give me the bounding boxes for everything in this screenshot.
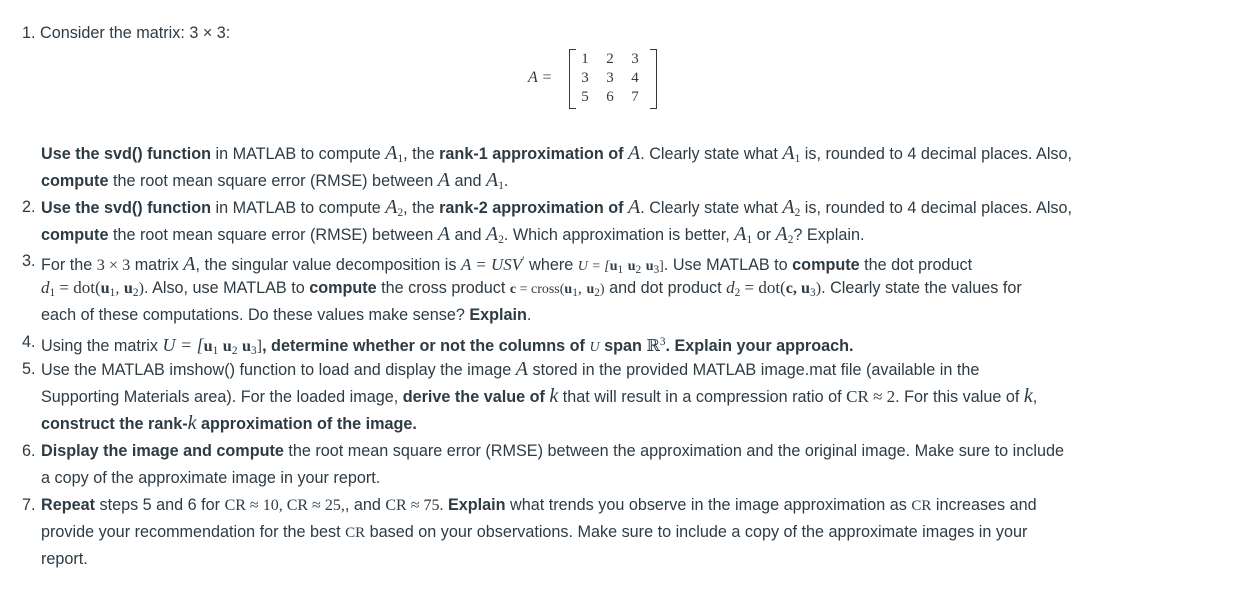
text: . xyxy=(526,306,532,324)
math: 2 xyxy=(498,233,504,246)
item-4-number: 4. xyxy=(22,333,36,351)
math: ) xyxy=(599,282,605,297)
text: the root mean square error (RMSE) between xyxy=(108,172,438,190)
math: d xyxy=(726,278,735,297)
text: increases and xyxy=(931,496,1037,514)
math: A xyxy=(628,142,641,164)
text: in MATLAB to compute xyxy=(210,199,386,217)
math: 3 xyxy=(659,336,666,348)
text: steps 5 and 6 for xyxy=(94,496,225,514)
item-6-number: 6. xyxy=(22,442,36,460)
math: A xyxy=(385,142,398,164)
item-1-line-1 xyxy=(41,142,1072,170)
text: Supporting Materials area). For the loaded image, xyxy=(41,388,403,406)
emphasis: Explain xyxy=(447,496,506,514)
item-2-line-1 xyxy=(41,196,1072,224)
math: u xyxy=(123,279,133,297)
math: 2 xyxy=(635,264,642,277)
matrix-cell: 6 xyxy=(606,89,614,105)
text: the root mean square error (RMSE) between xyxy=(108,226,438,244)
emphasis: span xyxy=(599,337,647,356)
matrix-cell: 3 xyxy=(581,70,589,86)
math: 3 xyxy=(810,286,816,299)
text: the cross product xyxy=(376,279,510,297)
text: the root mean square error (RMSE) between the approximation and the original image. Make sure to include xyxy=(283,442,1064,460)
text: is, rounded to 4 decimal places. Also, xyxy=(800,199,1073,217)
text: that will result in a compression ratio of xyxy=(558,388,847,406)
text: . xyxy=(640,199,645,217)
math: ] xyxy=(659,259,664,275)
text: , the singular value decomposition is xyxy=(195,256,461,275)
math: U = [ xyxy=(162,335,204,356)
intro-text: 1. Consider the matrix: 3 × 3: xyxy=(22,24,231,42)
item-2-line-2 xyxy=(41,223,864,251)
matrix-lhs: A = xyxy=(528,69,553,86)
text: the dot product xyxy=(859,256,973,275)
math: k xyxy=(187,412,197,434)
math: u xyxy=(801,279,811,297)
text: and xyxy=(449,172,486,190)
math: 2 xyxy=(594,286,600,299)
emphasis: Repeat xyxy=(41,496,95,514)
math: U xyxy=(589,340,600,356)
text: For the xyxy=(41,256,97,275)
item-5-line-2 xyxy=(41,385,1037,408)
math: c, xyxy=(785,279,802,297)
text: in MATLAB to compute xyxy=(210,145,386,163)
math: 3 × 3 xyxy=(96,256,131,275)
text: a copy of the approximate image in your report. xyxy=(41,469,381,487)
math: k xyxy=(549,385,559,407)
math: u xyxy=(203,337,213,356)
text: , the xyxy=(403,145,440,163)
math: CR xyxy=(911,498,932,514)
math: 3 xyxy=(653,264,660,277)
emphasis: approximation of the image. xyxy=(196,415,417,433)
matrix-cell: 1 xyxy=(581,51,589,67)
math: A xyxy=(437,169,450,191)
math: 2 xyxy=(734,286,741,299)
math: A xyxy=(515,358,528,380)
math: A xyxy=(486,169,499,191)
text: . xyxy=(503,172,509,190)
matrix-right-bracket xyxy=(650,49,657,109)
math: = cross( xyxy=(516,282,565,297)
emphasis: Use the svd() function xyxy=(41,145,211,163)
text: Use the MATLAB imshow() function to load and display the image xyxy=(41,361,516,379)
emphasis: compute xyxy=(792,256,860,275)
math: u xyxy=(609,259,618,275)
text: , xyxy=(1032,388,1038,406)
text: or xyxy=(752,226,776,244)
math: ′ xyxy=(522,255,525,267)
item-5-line-1 xyxy=(41,358,979,381)
item-6-line-2 xyxy=(41,467,380,489)
math: k xyxy=(1023,385,1033,407)
emphasis: . Explain your approach. xyxy=(665,337,854,356)
math: , xyxy=(577,279,582,297)
math: 1 xyxy=(498,179,504,192)
emphasis: , determine whether or not the columns of xyxy=(262,337,590,356)
text: stored in the provided MATLAB image.mat file (available in the xyxy=(527,361,980,379)
text: . Which approximation is better, xyxy=(503,226,735,244)
matrix-cell: 5 xyxy=(581,89,589,105)
emphasis: Explain xyxy=(469,306,527,324)
matrix-cell: 3 xyxy=(606,70,614,86)
text: based on your observations. Make sure to include a copy of the approximate images in your xyxy=(365,523,1028,541)
math: d xyxy=(41,278,50,297)
text: , and xyxy=(344,496,386,514)
text: matrix xyxy=(130,256,184,275)
math: 1 xyxy=(572,286,578,299)
math: c xyxy=(509,282,517,297)
item-6-line-1 xyxy=(41,440,1064,462)
math: u xyxy=(586,282,595,297)
math: A xyxy=(782,142,795,164)
math: CR xyxy=(345,525,366,541)
math: 1 xyxy=(746,233,753,246)
math: 2 xyxy=(132,286,139,299)
emphasis: compute xyxy=(309,279,377,297)
intro-line xyxy=(22,22,230,44)
item-7-line-3 xyxy=(41,548,88,570)
math: u xyxy=(627,259,636,275)
math: 2 xyxy=(794,206,801,219)
item-5-number: 5. xyxy=(22,360,36,378)
math: CR ≈ 75. xyxy=(385,497,444,514)
math: ] xyxy=(256,337,263,356)
emphasis: compute xyxy=(41,226,109,244)
math: CR ≈ 10, CR ≈ 25, xyxy=(224,497,345,514)
text: report. xyxy=(41,550,88,568)
matrix-cell: 7 xyxy=(631,89,639,105)
math: ) xyxy=(815,279,822,297)
math: U = [ xyxy=(577,259,610,275)
math: A xyxy=(782,196,795,218)
math: 2 xyxy=(787,233,794,246)
math: A xyxy=(775,223,788,245)
text: and dot product xyxy=(604,279,727,297)
text: what trends you observe in the image approximation as xyxy=(505,496,912,514)
emphasis: compute xyxy=(41,172,109,190)
text: , the xyxy=(403,199,440,217)
matrix-left-bracket xyxy=(569,49,576,109)
emphasis: derive the value of xyxy=(402,388,545,406)
emphasis: rank-2 approximation of xyxy=(439,199,624,217)
text: Clearly state what xyxy=(644,199,783,217)
math: A xyxy=(628,196,641,218)
math: A xyxy=(734,223,747,245)
math: A = USV xyxy=(460,255,523,275)
math: 1 xyxy=(109,286,116,299)
text: each of these computations. Do these values make sense? xyxy=(41,306,470,324)
item-3-line-2 xyxy=(41,277,1022,304)
item-2-number: 2. xyxy=(22,198,36,216)
item-5-line-3 xyxy=(41,412,417,435)
math: A xyxy=(437,223,450,245)
text: ? Explain. xyxy=(793,226,865,244)
math: ℝ xyxy=(646,337,660,356)
math: u xyxy=(222,337,232,356)
math: 1 xyxy=(794,152,801,165)
math: A xyxy=(385,196,398,218)
math: 1 xyxy=(397,152,404,165)
item-7-number: 7. xyxy=(22,496,36,514)
text: where xyxy=(524,256,578,275)
text: . xyxy=(640,145,645,163)
math: , xyxy=(115,279,120,297)
text: is, rounded to 4 decimal places. Also, xyxy=(800,145,1073,163)
matrix-cell: 4 xyxy=(631,70,639,86)
math: 3 xyxy=(251,345,257,358)
math: u xyxy=(645,259,654,275)
emphasis: Display the image and compute xyxy=(41,442,284,460)
text: and xyxy=(449,226,486,244)
math: 1 xyxy=(617,264,624,277)
math: u xyxy=(564,282,573,297)
math: 2 xyxy=(397,206,404,219)
math: = dot( xyxy=(55,278,101,297)
math: 2 xyxy=(231,345,238,358)
text: . For this value of xyxy=(895,388,1024,406)
item-7-line-2 xyxy=(41,521,1027,544)
math: A xyxy=(183,253,196,276)
item-3-number: 3. xyxy=(22,252,36,270)
item-7-line-1 xyxy=(41,494,1037,517)
item-1-line-2 xyxy=(41,169,508,197)
emphasis: rank-1 approximation of xyxy=(439,145,624,163)
text: . Use MATLAB to xyxy=(663,256,793,275)
math: = dot( xyxy=(740,278,786,297)
matrix-cell: 3 xyxy=(631,51,639,67)
item-3-line-3 xyxy=(41,304,531,326)
math: ) xyxy=(138,279,144,297)
emphasis: construct the rank- xyxy=(41,415,188,433)
math: u xyxy=(100,279,110,297)
text: Clearly state what xyxy=(644,145,783,163)
math: 1 xyxy=(212,345,219,358)
text: Using the matrix xyxy=(41,337,163,356)
math: A xyxy=(486,223,499,245)
math: u xyxy=(241,337,251,356)
text: . Also, use MATLAB to xyxy=(143,279,310,297)
emphasis: Use the svd() function xyxy=(41,199,211,217)
text: . Clearly state the values for xyxy=(821,279,1022,297)
text: provide your recommendation for the best xyxy=(41,523,346,541)
math: 1 xyxy=(49,286,56,299)
math: CR ≈ 2 xyxy=(846,387,896,406)
matrix-cell: 2 xyxy=(606,51,614,67)
